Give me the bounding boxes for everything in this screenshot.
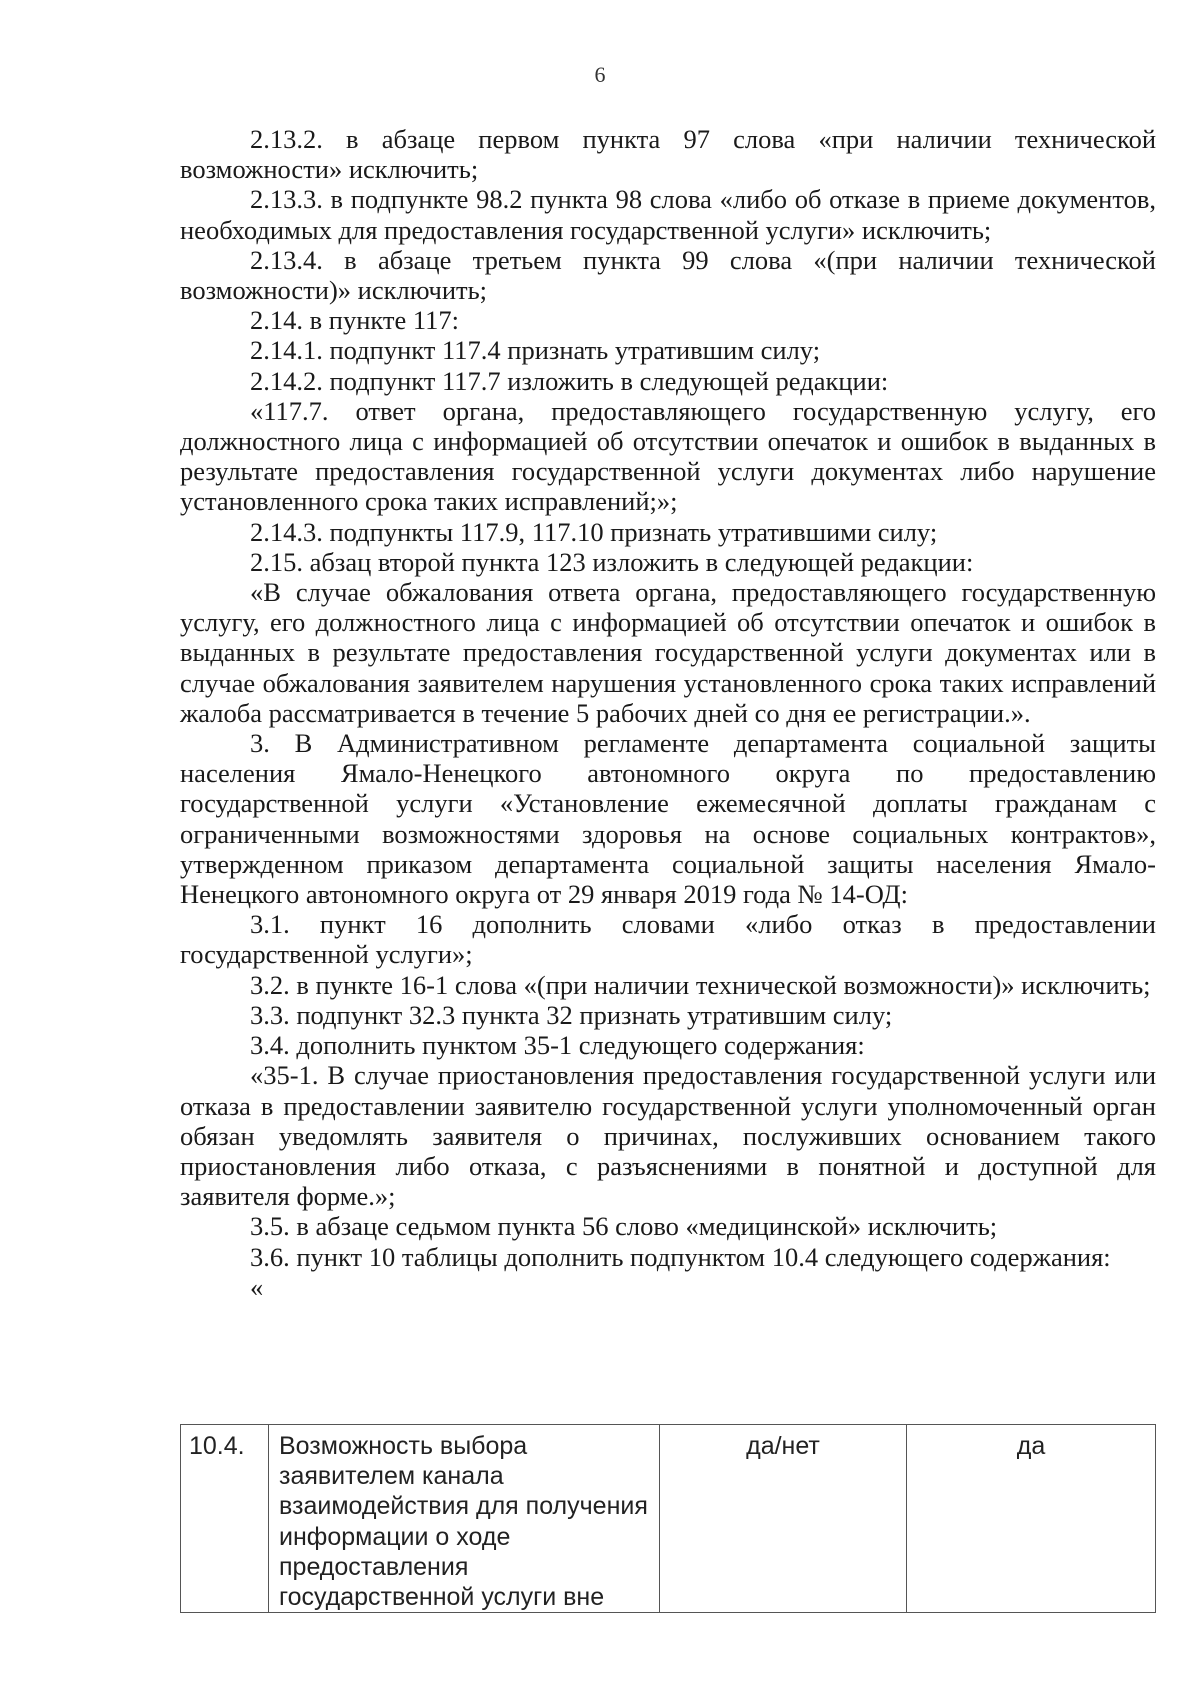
paragraph: «В случае обжалования ответа органа, предоставляющего государственную услугу, его должностного лица с информацией об отсутствии опечаток и ошибок в выданных в результате предоставления государственной услуги документах или в случае обжалования заявителем нарушения установленного срока таких исправлений жалоба рассматривается в течение 5 рабочих дней со дня ее регистрации.». [180,577,1156,728]
paragraph: «117.7. ответ органа, предоставляющего государственную услугу, его должностного лица с информацией об отсутствии опечаток и ошибок в выданных в результате предоставления государственной услуги документах либо нарушение установленного срока таких исправлений;»; [180,395,1156,517]
row-description-cell: Возможность выбора заявителем канала взаимодействия для получения информации о ходе предоставления государственной услуги вне [269,1425,660,1613]
paragraph: 2.15. абзац второй пункта 123 изложить в следующей редакции: [250,546,974,577]
row-value-cell: да [907,1425,1156,1613]
paragraph: 2.14.2. подпункт 117.7 изложить в следующей редакции: [250,365,889,396]
paragraph: 2.13.3. в подпункте 98.2 пункта 98 слова «либо об отказе в приеме документов, необходимых для предоставления государственной услуги» исключить; [180,184,1156,245]
paragraph: 3.2. в пункте 16-1 слова «(при наличии технической возможности)» исключить; [250,969,1151,1000]
paragraph: 3.6. пункт 10 таблицы дополнить подпунктом 10.4 следующего содержания: [250,1241,1111,1272]
row-unit-cell: да/нет [660,1425,907,1613]
page-number: 6 [594,62,606,87]
row-number-cell: 10.4. [181,1425,269,1613]
quote-open-mark: « [250,1271,264,1302]
paragraph: 3.3. подпункт 32.3 пункта 32 признать утратившим силу; [250,999,893,1030]
table-row [181,1425,1156,1613]
amendment-table [180,1424,1156,1613]
paragraph: 3. В Административном регламенте департамента социальной защиты населения Ямало-Ненецкого автономного округа по предоставлению государственной услуги «Установление ежемесячной доплаты гражданам с ограниченными возможностями здоровья на основе социальных контрактов», утвержденном приказом департамента социальной защиты населения Ямало-Ненецкого автономного округа от 29 января 2019 года № 14-ОД: [180,728,1156,910]
paragraph: 2.13.2. в абзаце первом пункта 97 слова «при наличии технической возможности» исключить; [180,124,1156,185]
paragraph: 3.4. дополнить пунктом 35-1 следующего содержания: [250,1030,865,1061]
paragraph: 2.13.4. в абзаце третьем пункта 99 слова «(при наличии технической возможности)» исключить; [180,244,1156,306]
paragraph: 2.14.3. подпункты 117.9, 117.10 признать утратившими силу; [250,516,938,547]
paragraph: 3.5. в абзаце седьмом пункта 56 слово «медицинской» исключить; [250,1211,998,1242]
document-body [180,124,1156,1302]
paragraph: 2.14. в пункте 117: [250,305,459,336]
paragraph: 2.14.1. подпункт 117.4 признать утратившим силу; [250,335,821,366]
paragraph: 3.1. пункт 16 дополнить словами «либо отказ в предоставлении государственной услуги»; [180,909,1156,970]
paragraph: «35-1. В случае приостановления предоставления государственной услуги или отказа в предоставлении заявителю государственной услуги уполномоченный орган обязан уведомлять заявителя о причинах, послуживших основанием такого приостановления либо отказа, с разъяснениями в понятной и доступной для заявителя форме.»; [180,1060,1156,1212]
